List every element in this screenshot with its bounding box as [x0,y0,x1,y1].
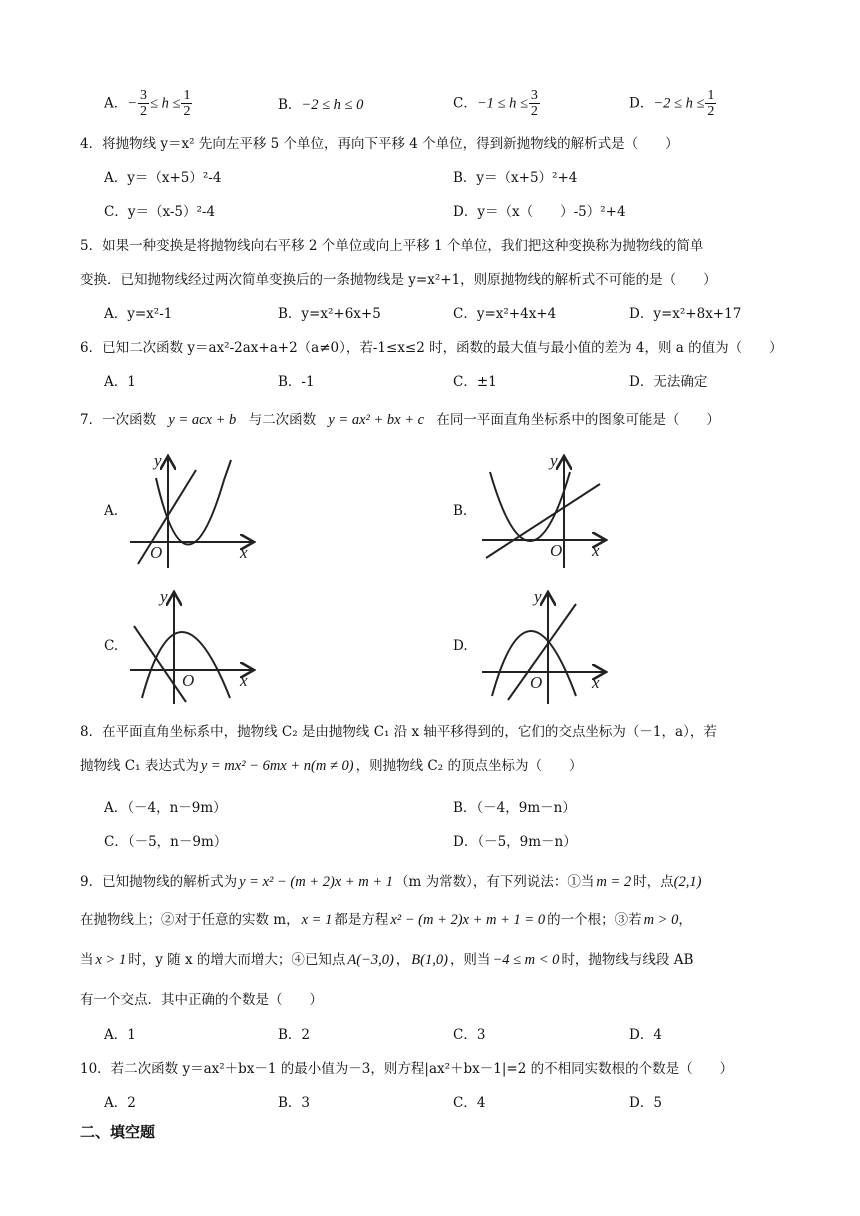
origin-label: O [150,543,163,562]
q4-stem: 4．将抛物线 y＝x² 先向左平移 5 个单位，再向下平移 4 个单位，得到新抛物线的解析式是（ ） [80,136,679,152]
q7-option-b-label: B. [453,503,468,519]
q7-graph-a [128,450,258,572]
parabola [490,472,570,541]
axis-y-label: y [154,451,162,470]
section-heading: 二、填空题 [80,1123,156,1141]
q7-graph-c [128,586,258,708]
q3-option-a: A．− $\frac{3}{2}$ ≤ h ≤ $\frac{1}{2}$ [104,88,191,120]
q3-option-c: C．−1 ≤ h ≤ $\frac{3}{2}$ [453,88,538,120]
formula: m = 2 [596,874,632,890]
formula: y = acx + b [168,412,237,428]
formula: A(−3,0) [347,952,394,968]
axis-x-label: x [240,671,248,690]
axis-y-label: y [160,587,168,606]
q4-option-b: B．y＝（x+5）²+4 [453,170,578,186]
formula: y = ax² + bx + c [328,412,425,428]
origin-label: O [550,541,563,560]
q9-option-d: D．4 [629,1027,662,1043]
q10-stem: 10．若二次函数 y＝ax²＋bx－1 的最小值为－3，则方程|ax²＋bx－1|=2 的不相同实数根的个数是（ ） [80,1061,734,1077]
q8-option-b: B．（－4，9m－n） [453,800,576,816]
q8-option-c: C．（－5，n－9m） [104,834,228,850]
axis-y-label: y [534,587,542,606]
fraction: $\frac{3}{2}$ [140,88,148,120]
q5-option-c: C．y=x²+4x+4 [453,306,557,322]
fraction: $\frac{1}{2}$ [707,88,715,120]
q10-option-b: B．3 [278,1095,311,1111]
q4-option-c: C．y＝（x-5）²-4 [104,204,216,220]
q4-option-d: D．y＝（x（ ）-5）²+4 [453,204,626,220]
q5-stem-line1: 5．如果一种变换是将抛物线向右平移 2 个单位或向上平移 1 个单位，我们把这种变换称为抛物线的简单 [80,238,704,254]
q6-stem: 6．已知二次函数 y＝ax²-2ax+a+2（a≠0），若-1≤x≤2 时，函数的最大值与最小值的差为 4，则 a 的值为（ ） [80,340,783,356]
q9-option-c: C．3 [453,1027,486,1043]
q7-graph-b [480,450,610,572]
q7-graph-d [480,586,610,708]
q9-stem-line3: 当 x > 1 时，y 随 x 的增大而增大；④已知点 A(−3,0) ， B(1,0) ，则当 −4 ≤ m < 0 时，抛物线与线段 AB [80,952,694,968]
q10-option-d: D．5 [629,1095,662,1111]
formula: (2,1) [673,874,702,890]
q8-stem-line1: 8．在平面直角坐标系中，抛物线 C₂ 是由抛物线 C₁ 沿 x 轴平移得到的，它们的交点坐标为（－1，a），若 [80,724,717,740]
q6-option-d: D．无法确定 [629,374,708,390]
axis-x-label: x [592,541,600,560]
q9-option-b: B．2 [278,1027,311,1043]
line [486,484,600,558]
formula: x = 1 [301,912,333,928]
formula: −4 ≤ m < 0 [492,952,560,968]
formula: m > 0 [643,912,679,928]
origin-label: O [530,673,543,692]
q6-option-c: C．±1 [453,374,497,390]
q4-option-a: A．y＝（x+5）²-4 [104,170,222,186]
q9-stem-line2: 在抛物线上；②对于任意的实数 m， x = 1 都是方程 x² − (m + 2)x + m + 1 = 0 的一个根；③若 m > 0， [80,912,692,928]
q3-option-d: D．−2 ≤ h ≤ $\frac{1}{2}$ [629,88,715,120]
line [134,626,186,702]
q8-option-a: A．（－4，n－9m） [104,800,227,816]
origin-label: O [182,671,195,690]
formula: y = mx² − 6mx + n(m ≠ 0) [200,758,354,774]
fraction: $\frac{3}{2}$ [530,88,538,120]
q9-stem-line4: 有一个交点．其中正确的个数是（ ） [80,992,323,1008]
formula: y = x² − (m + 2)x + m + 1 [239,874,394,890]
formula: x² − (m + 2)x + m + 1 = 0 [390,912,546,928]
q3-option-b: B．−2 ≤ h ≤ 0 [278,97,364,113]
q10-option-c: C．4 [453,1095,486,1111]
fraction: $\frac{1}{2}$ [183,88,191,120]
q5-option-a: A．y=x²-1 [104,306,173,322]
q7-option-d-label: D. [453,638,468,654]
q7-option-a-label: A. [104,503,119,519]
q6-option-b: B．-1 [278,374,315,390]
q10-option-a: A．2 [104,1095,136,1111]
q5-option-d: D．y=x²+8x+17 [629,306,742,322]
axis-x-label: x [240,543,248,562]
q5-option-b: B．y=x²+6x+5 [278,306,381,322]
axis-y-label: y [550,451,558,470]
q5-stem-line2: 变换．已知抛物线经过两次简单变换后的一条抛物线是 y=x²+1，则原抛物线的解析式不可能的是（ ） [80,272,717,288]
q8-stem-line2: 抛物线 C₁ 表达式为 y = mx² − 6mx + n(m ≠ 0) ，则抛物线 C₂ 的顶点坐标为（ ） [80,758,583,774]
formula: x > 1 [95,952,127,968]
q9-stem-line1: 9．已知抛物线的解析式为 y = x² − (m + 2)x + m + 1 （m 为常数），有下列说法：①当 m = 2 时，点(2,1) [80,874,702,890]
q9-option-a: A．1 [104,1027,136,1043]
q7-option-c-label: C. [104,638,119,654]
q6-option-a: A．1 [104,374,136,390]
axis-x-label: x [592,673,600,692]
q7-stem: 7．一次函数 y = acx + b 与二次函数 y = ax² + bx + c 在同一平面直角坐标系中的图象可能是（ ） [80,412,720,428]
formula: B(1,0) [411,952,448,968]
q8-option-d: D．（－5，9m－n） [453,834,577,850]
